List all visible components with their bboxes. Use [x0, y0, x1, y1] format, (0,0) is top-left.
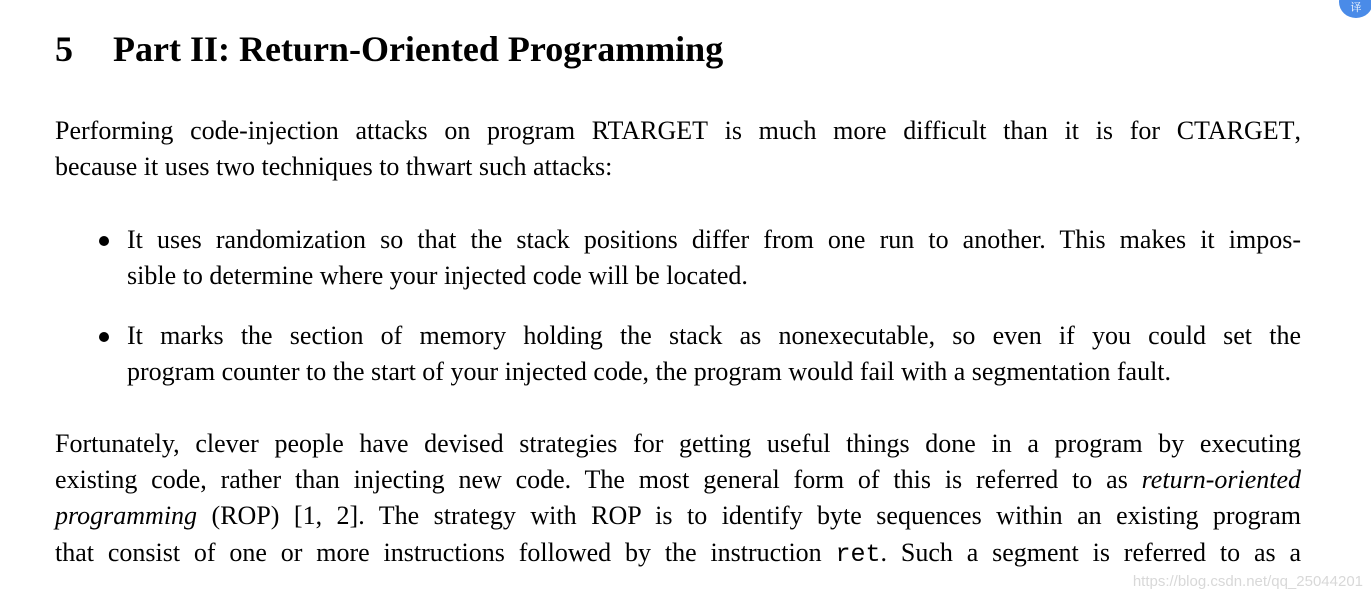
bullet-icon: [99, 236, 109, 246]
text-run: is much more difficult than it is for: [708, 116, 1177, 145]
paragraph-line: program counter to the start of your injected code, the program would fail with a segmentation fault.: [127, 357, 1172, 387]
paragraph-line: [55, 535, 1301, 573]
text-run: Performing code-injection attacks on program: [55, 116, 592, 145]
paragraph-line: [55, 498, 1301, 534]
watermark: https://blog.csdn.net/qq_25044201: [1132, 573, 1363, 590]
paragraph-line: It uses randomization so that the stack positions differ from one run to another. This makes it impos-: [127, 225, 1301, 254]
text-run: ,: [1294, 116, 1301, 145]
text-run: that consist of one or more instructions followed by the instruction: [55, 537, 836, 567]
section-title: Part II: Return-Oriented Programming: [113, 29, 724, 69]
translate-icon: 译: [1350, 1, 1362, 14]
emphasis-term: return-oriented: [1141, 465, 1301, 495]
paragraph-line: Fortunately, clever people have devised strategies for getting useful things done in a program by executing: [55, 429, 1301, 458]
translate-button[interactable]: [1339, 0, 1371, 18]
list-item-text: [127, 318, 1301, 390]
paragraph-line: [55, 462, 1301, 498]
section-number: 5: [55, 29, 73, 69]
text-run: . Such a segment is referred to as a: [880, 537, 1301, 567]
inline-code: ret: [835, 539, 881, 569]
paragraph-line: because it uses two techniques to thwart such attacks:: [55, 152, 613, 182]
text-run: (ROP) [1, 2]. The strategy with ROP is to identify byte sequences within an existing program: [197, 501, 1301, 531]
paragraph-line: [55, 113, 1301, 149]
text-run: existing code, rather than injecting new code. The most general form of this is referred to as: [55, 465, 1142, 495]
bullet-icon: [99, 332, 109, 342]
paragraph-line: sible to determine where your injected code will be located.: [127, 261, 748, 291]
paragraph-rop: [55, 426, 1301, 573]
program-name-ctarget: CTARGET: [1176, 116, 1295, 145]
paragraph-line: It marks the section of memory holding the stack as nonexecutable, so even if you could set the: [127, 321, 1301, 350]
section-heading: [55, 27, 723, 71]
program-name-rtarget: RTARGET: [591, 116, 708, 145]
emphasis-term: programming: [55, 501, 198, 531]
paragraph-intro: [55, 113, 1301, 185]
list-item-text: [127, 222, 1301, 294]
